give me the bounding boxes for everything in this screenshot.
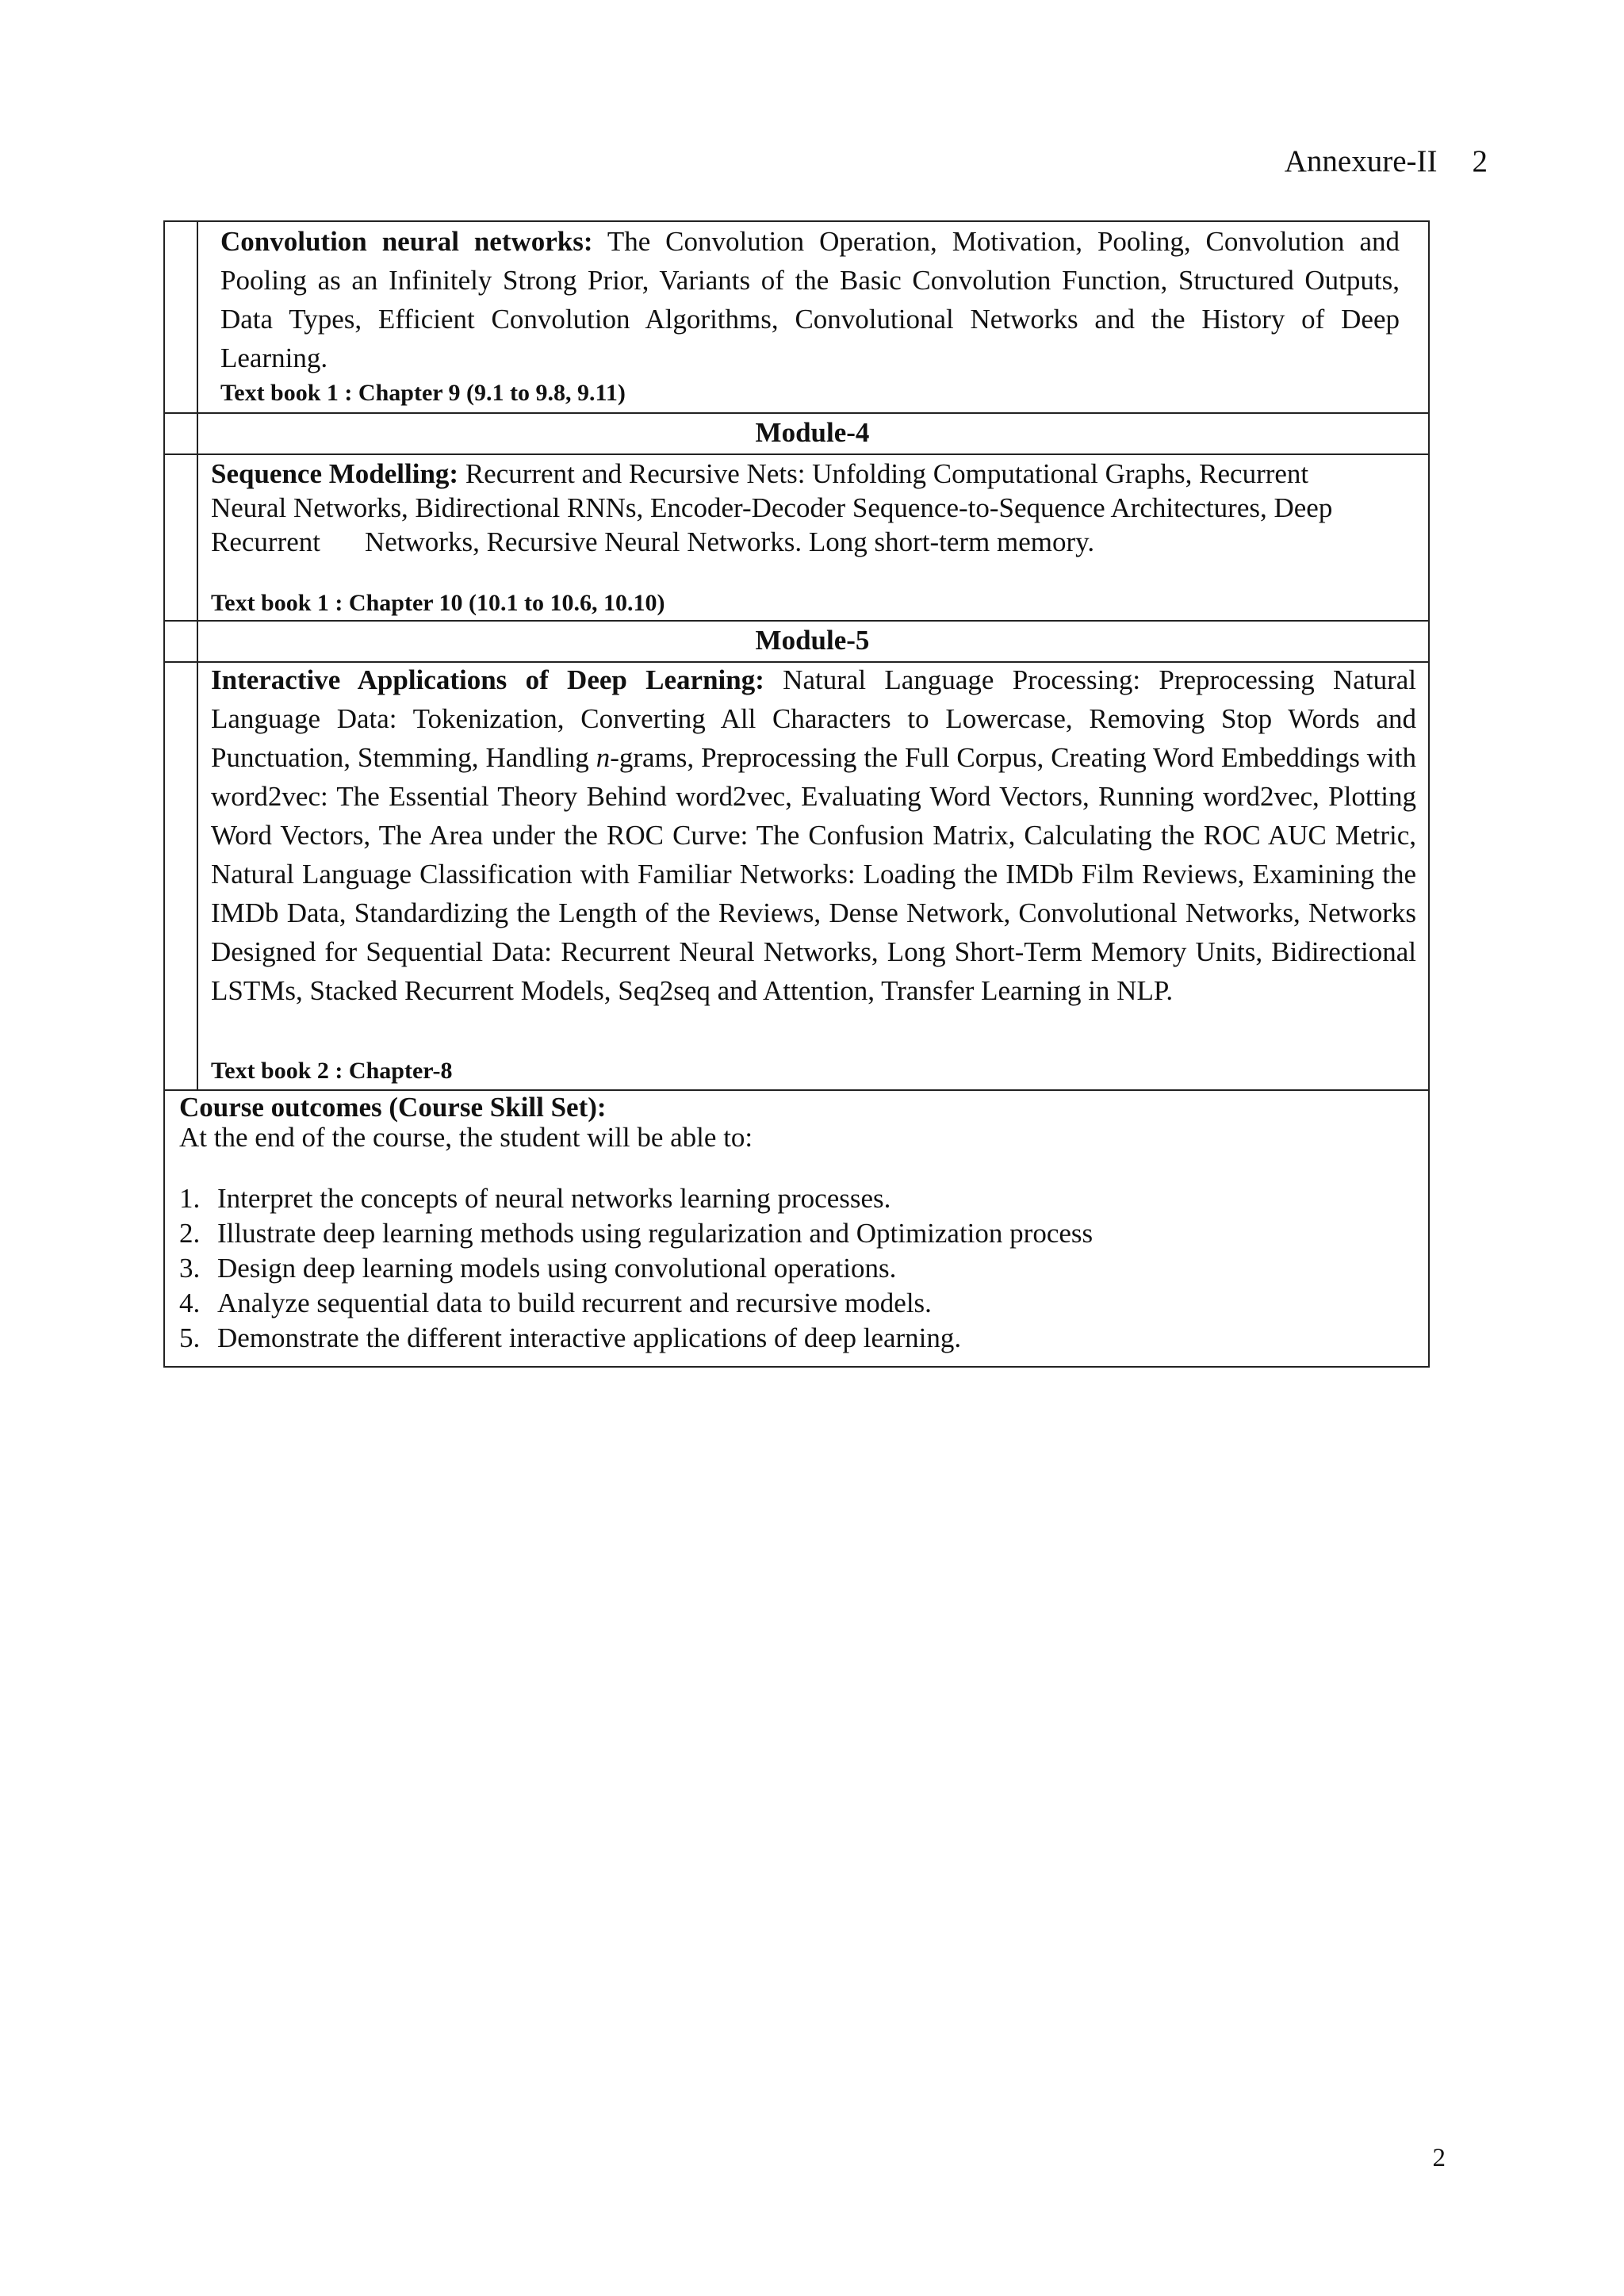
outcome-index: 2.	[179, 1218, 201, 1249]
footer-page-number: 2	[1432, 2144, 1446, 2172]
module3-description	[220, 222, 1400, 377]
outcome-text: Illustrate deep learning methods using regularization and Optimization process	[217, 1218, 1094, 1249]
module5-body-part1: Natural Language Processing: Preprocessing Natural Language Data: Tokenization, Converting All Characters to Lowercase, Removing Stop Words and Punctuation, Stemming, Handling	[211, 664, 1416, 773]
module4-lead: Sequence Modelling:	[211, 458, 459, 489]
module4-line1: Recurrent and Recursive Nets: Unfolding Computational Graphs, Recurrent	[458, 458, 1309, 489]
outcome-text: Interpret the concepts of neural networks learning processes.	[217, 1183, 891, 1214]
syllabus-table	[163, 220, 1430, 1368]
module3-reference: Text book 1 : Chapter 9 (9.1 to 9.8, 9.11)	[220, 380, 626, 406]
header-page-number: 2	[1472, 144, 1488, 178]
outcome-text: Analyze sequential data to build recurrent and recursive models.	[217, 1288, 932, 1318]
module4-title: Module-4	[755, 417, 870, 448]
outcomes-intro: At the end of the course, the student will be able to:	[179, 1122, 753, 1153]
module5-body-part2: -grams, Preprocessing the Full Corpus, Creating Word Embeddings with word2vec: The Essential Theory Behind word2vec, Evaluating Word Vectors, Running word2vec, Plotting Word Vectors, The Area under the ROC Curve: The Confusion Matrix, Calculating the ROC AUC Metric, Natural Language Classification with Familiar Networks: Loading the IMDb Film Reviews, Examining the IMDb Data, Standardizing the Length of the Reviews, Dense Network, Convolutional Networks, Networks Designed for Sequential Data: Recurrent Neural Networks, Long Short-Term Memory Units, Bidirectional LSTMs, Stacked Recurrent Models, Seq2seq and Attention, Transfer Learning in NLP.	[211, 742, 1416, 1006]
module3-body: The Convolution Operation, Motivation, Pooling, Convolution and Pooling as an Infinitely Strong Prior, Variants of the Basic Convolution Function, Structured Outputs, Data Types, Efficient Convolution Algorithms, Convolutional Networks and the History of Deep Learning.	[220, 226, 1400, 373]
outcome-item	[179, 1251, 1093, 1286]
module4-reference: Text book 1 : Chapter 10 (10.1 to 10.6, 10.10)	[211, 590, 665, 616]
module5-reference: Text book 2 : Chapter-8	[211, 1058, 453, 1084]
table-row-divider	[165, 453, 1428, 455]
outcome-item	[179, 1216, 1093, 1251]
outcome-index: 1.	[179, 1183, 201, 1214]
page-header	[1285, 143, 1488, 181]
table-row-divider	[165, 412, 1428, 414]
module3-lead: Convolution neural networks:	[220, 226, 593, 257]
outcome-item	[179, 1321, 1093, 1356]
outcome-item	[179, 1181, 1093, 1216]
outcomes-title: Course outcomes (Course Skill Set):	[179, 1092, 607, 1123]
module4-line3a: Recurrent	[211, 526, 320, 557]
outcome-index: 5.	[179, 1322, 201, 1353]
outcome-index: 3.	[179, 1253, 201, 1284]
module5-title: Module-5	[755, 625, 870, 656]
outcome-item	[179, 1286, 1093, 1321]
module5-lead: Interactive Applications of Deep Learning:	[211, 664, 764, 695]
module5-body-italic: n	[596, 742, 611, 773]
outcome-text: Design deep learning models using convolutional operations.	[217, 1253, 897, 1284]
table-row-divider	[165, 620, 1428, 622]
module4-line3b: Networks, Recursive Neural Networks. Long short-term memory.	[364, 526, 1095, 557]
outcome-text: Demonstrate the different interactive applications of deep learning.	[217, 1322, 962, 1353]
module4-line2: Neural Networks, Bidirectional RNNs, Encoder-Decoder Sequence-to-Sequence Architectures, Deep	[211, 492, 1333, 523]
outcomes-list	[179, 1181, 1093, 1356]
outcome-index: 4.	[179, 1288, 201, 1318]
annexure-label: Annexure-II	[1284, 144, 1438, 178]
module4-description	[211, 457, 1416, 559]
module5-description	[211, 660, 1416, 1010]
